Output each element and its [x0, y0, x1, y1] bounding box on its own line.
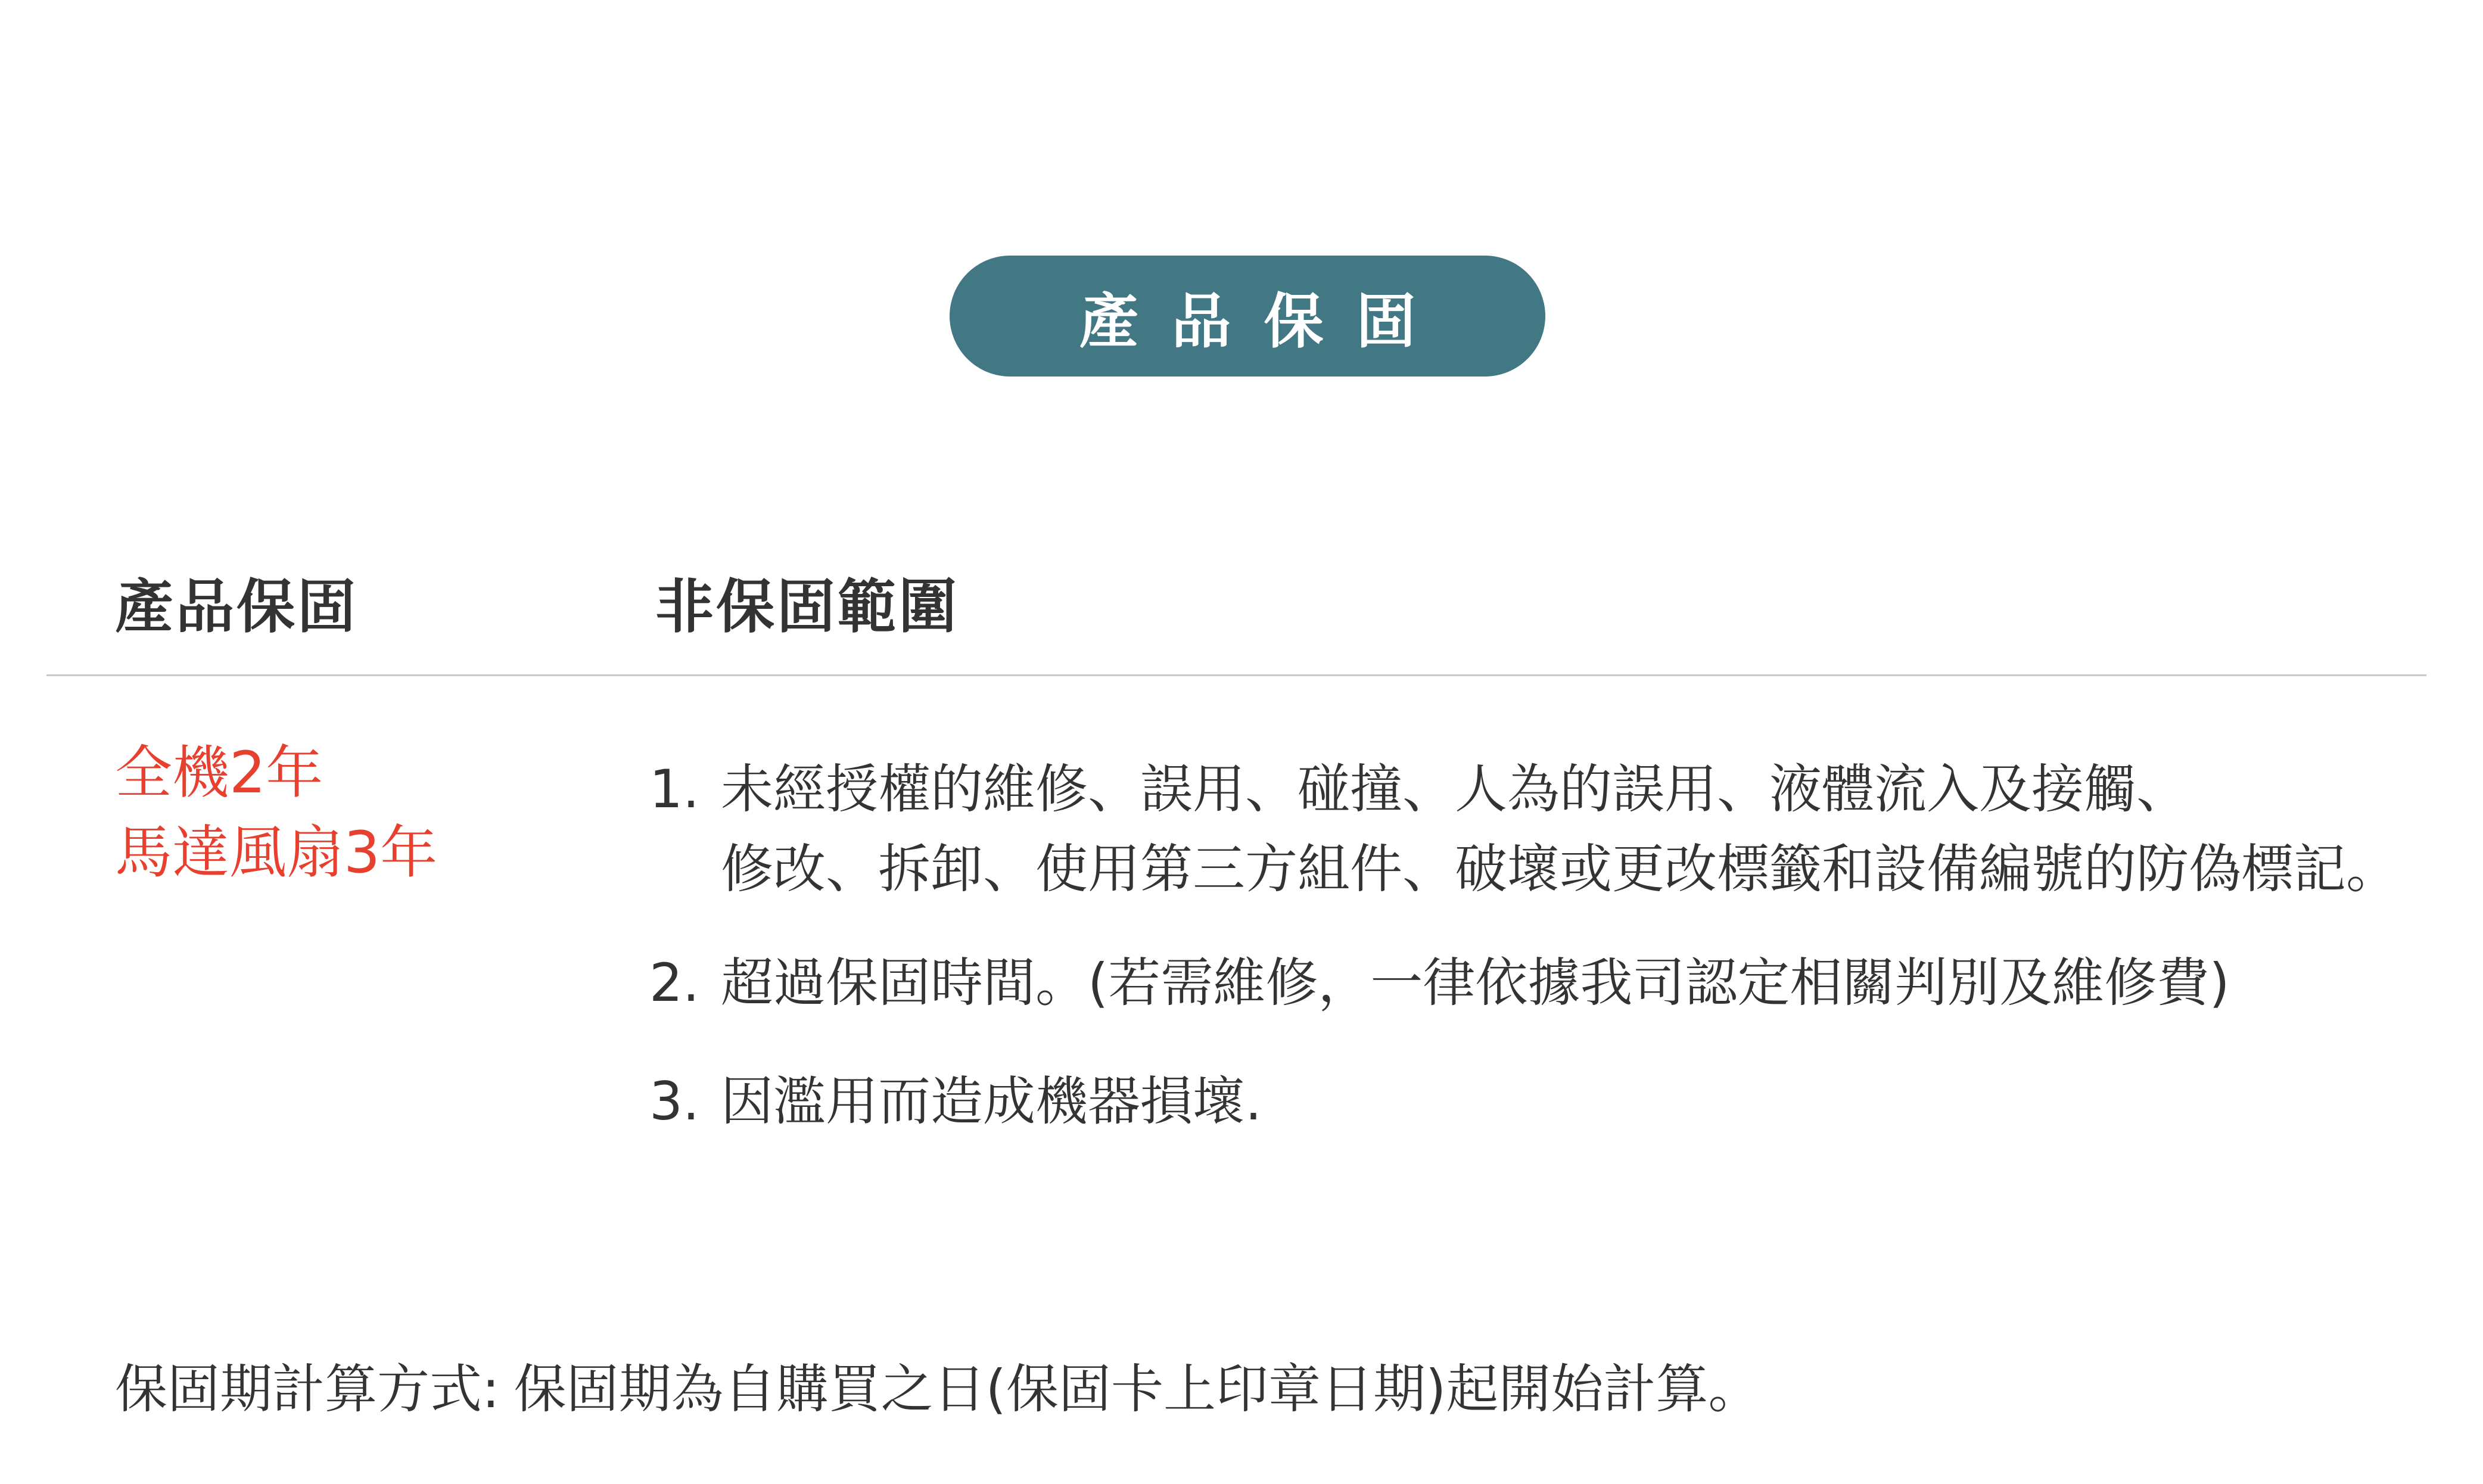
exclusion-text-line: 修改、拆卸、使用第三方組件、破壞或更改標籤和設備編號的防偽標記。 — [721, 838, 2399, 900]
exclusion-text-line: 未經授權的維修、誤用、碰撞、人為的誤用、液體流入及接觸、 — [721, 758, 2189, 820]
exclusions-column-header: 非保固範圍 — [655, 573, 960, 641]
coverage-whole-unit: 全機2年 — [115, 739, 323, 806]
exclusion-number: 2. — [649, 952, 699, 1013]
exclusion-text-line: 超過保固時間。(若需維修，一律依據我司認定相關判別及維修費) — [721, 952, 2230, 1013]
coverage-motor-fan: 馬達風扇3年 — [115, 819, 438, 886]
exclusion-text — [721, 1062, 1262, 1141]
exclusion-text — [721, 943, 2230, 1023]
section-title: 產品保固 — [1079, 286, 1449, 356]
warranty-period-note — [115, 1348, 1760, 1423]
exclusion-text — [721, 749, 2398, 909]
warranty-coverage — [115, 733, 437, 892]
warranty-column-header: 產品保固 — [115, 573, 359, 641]
warranty-period-label: 保固期計算方式: — [115, 1358, 500, 1420]
exclusion-text-line: 因濫用而造成機器損壞. — [721, 1071, 1262, 1132]
warranty-period-value: 保固期為自購買之日(保固卡上印章日期)起開始計算。 — [514, 1358, 1761, 1420]
exclusion-number: 1. — [649, 758, 699, 820]
section-title-badge — [950, 256, 1545, 377]
table-divider — [46, 674, 2426, 676]
exclusion-number: 3. — [649, 1071, 699, 1132]
